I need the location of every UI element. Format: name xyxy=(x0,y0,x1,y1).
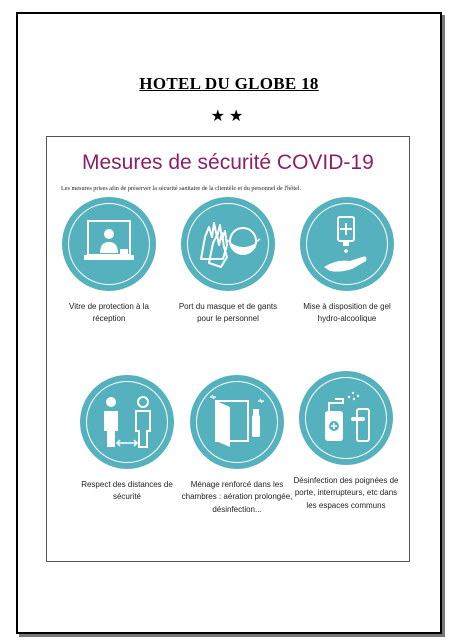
measure-caption: Vitre de protection à la réception xyxy=(69,302,149,324)
measure-disinfection xyxy=(286,371,406,512)
measure-hand-sanitizer xyxy=(287,197,407,326)
hand-sanitizer-icon xyxy=(300,197,394,291)
measure-caption: Port du masque et de gants pour le personnel xyxy=(178,302,278,324)
measure-caption: Ménage renforcé dans les chambres : aération prolongée, désinfection... xyxy=(181,480,293,514)
measure-caption: Respect des distances de sécurité xyxy=(81,480,173,502)
poster-intro: Les mesures prises afin de préserver la sécurité sanitaire de la clientèle et du personnel de l'hôtel. xyxy=(61,185,302,192)
covid-poster xyxy=(46,136,410,562)
measure-social-distance xyxy=(67,375,187,504)
mask-gloves-icon xyxy=(181,197,275,291)
measure-caption: Mise à disposition de gel hydro-alcoolique xyxy=(303,302,391,324)
poster-title: Mesures de sécurité COVID-19 xyxy=(82,151,374,174)
hotel-title: HOTEL DU GLOBE 18 xyxy=(139,74,319,93)
measure-window-cleaning xyxy=(177,375,297,516)
document-page xyxy=(16,12,442,634)
window-cleaning-icon xyxy=(190,375,284,469)
reception-screen-icon xyxy=(62,197,156,291)
disinfection-spray-icon xyxy=(299,371,393,465)
measure-caption: Désinfection des poignées de porte, interrupteurs, etc dans les espaces communs xyxy=(293,476,399,510)
star-rating: ★★ xyxy=(210,106,248,125)
measure-reception-screen xyxy=(49,197,169,326)
measure-mask-gloves xyxy=(168,197,288,326)
social-distance-icon xyxy=(80,375,174,469)
